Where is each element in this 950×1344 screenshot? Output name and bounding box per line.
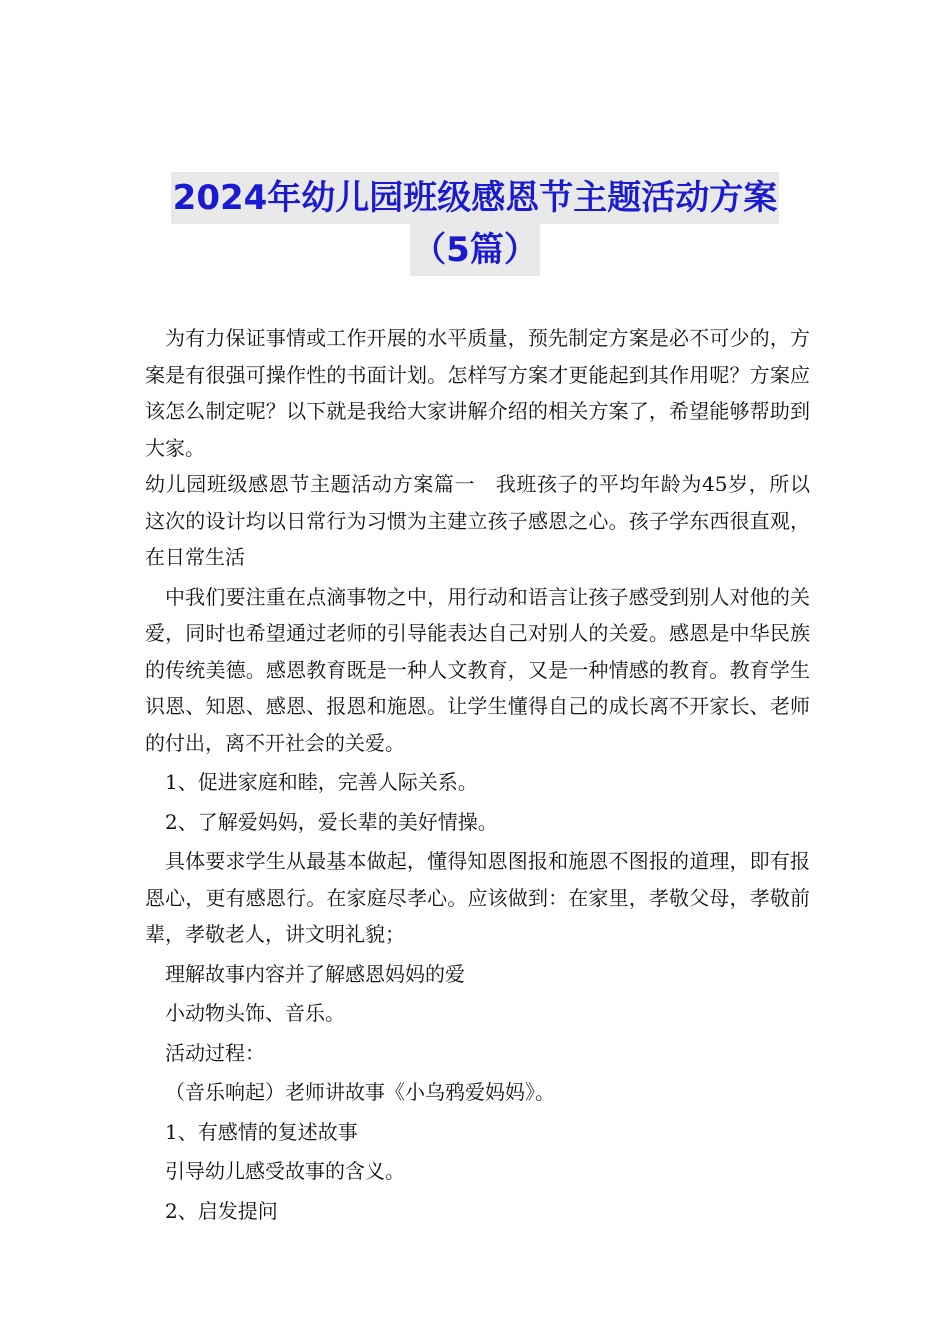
activity-step-1: 1、有感情的复述故事 xyxy=(165,1119,358,1144)
title-line-2: （5篇） xyxy=(410,224,540,276)
activity-process-heading: 活动过程： xyxy=(165,1040,265,1065)
document-body xyxy=(145,320,810,1229)
goal-item-1: 1、促进家庭和睦，完善人际关系。 xyxy=(165,770,478,794)
activity-goal: 理解故事内容并了解感恩妈妈的爱 xyxy=(165,961,465,986)
activity-materials: 小动物头饰、音乐。 xyxy=(165,1001,345,1025)
activity-step-meaning: 引导幼儿感受故事的含义。 xyxy=(165,1159,405,1183)
activity-step-2: 2、启发提问 xyxy=(165,1198,278,1223)
activity-step-story: （音乐响起）老师讲故事《小乌鸦爱妈妈》。 xyxy=(165,1080,555,1104)
intro-paragraph: 为有力保证事情或工作开展的水平质量，预先制定方案是必不可少的，方案是有很强可操作性的书面计划。怎样写方案才更能起到其作用呢？方案应该怎么制定呢？以下就是我给大家讲解介绍的相关方案了，希望能够帮助到大家。 xyxy=(145,326,810,460)
section-one-paragraph: 幼儿园班级感恩节主题活动方案篇一 我班孩子的平均年龄为45岁，所以这次的设计均以日常行为习惯为主建立孩子感恩之心。孩子学东西很直观，在日常生活 xyxy=(145,472,810,569)
goal-item-2: 2、了解爱妈妈，爱长辈的美好情操。 xyxy=(165,809,498,834)
document-title xyxy=(120,172,830,276)
body-paragraph: 中我们要注重在点滴事物之中，用行动和语言让孩子感受到别人对他的关爱，同时也希望通过老师的引导能表达自己对别人的关爱。感恩是中华民族的传统美德。感恩教育既是一种人文教育，又是一种情感的教育。教育学生识恩、知恩、感恩、报恩和施恩。让学生懂得自己的成长离不开家长、老师的付出，离不开社会的关爱。 xyxy=(145,584,810,755)
requirements-paragraph: 具体要求学生从最基本做起，懂得知恩图报和施恩不图报的道理，即有报恩心，更有感恩行。在家庭尽孝心。应该做到：在家里，孝敬父母，孝敬前辈，孝敬老人，讲文明礼貌； xyxy=(145,849,810,946)
title-line-1: 2024年幼儿园班级感恩节主题活动方案 xyxy=(171,172,780,224)
